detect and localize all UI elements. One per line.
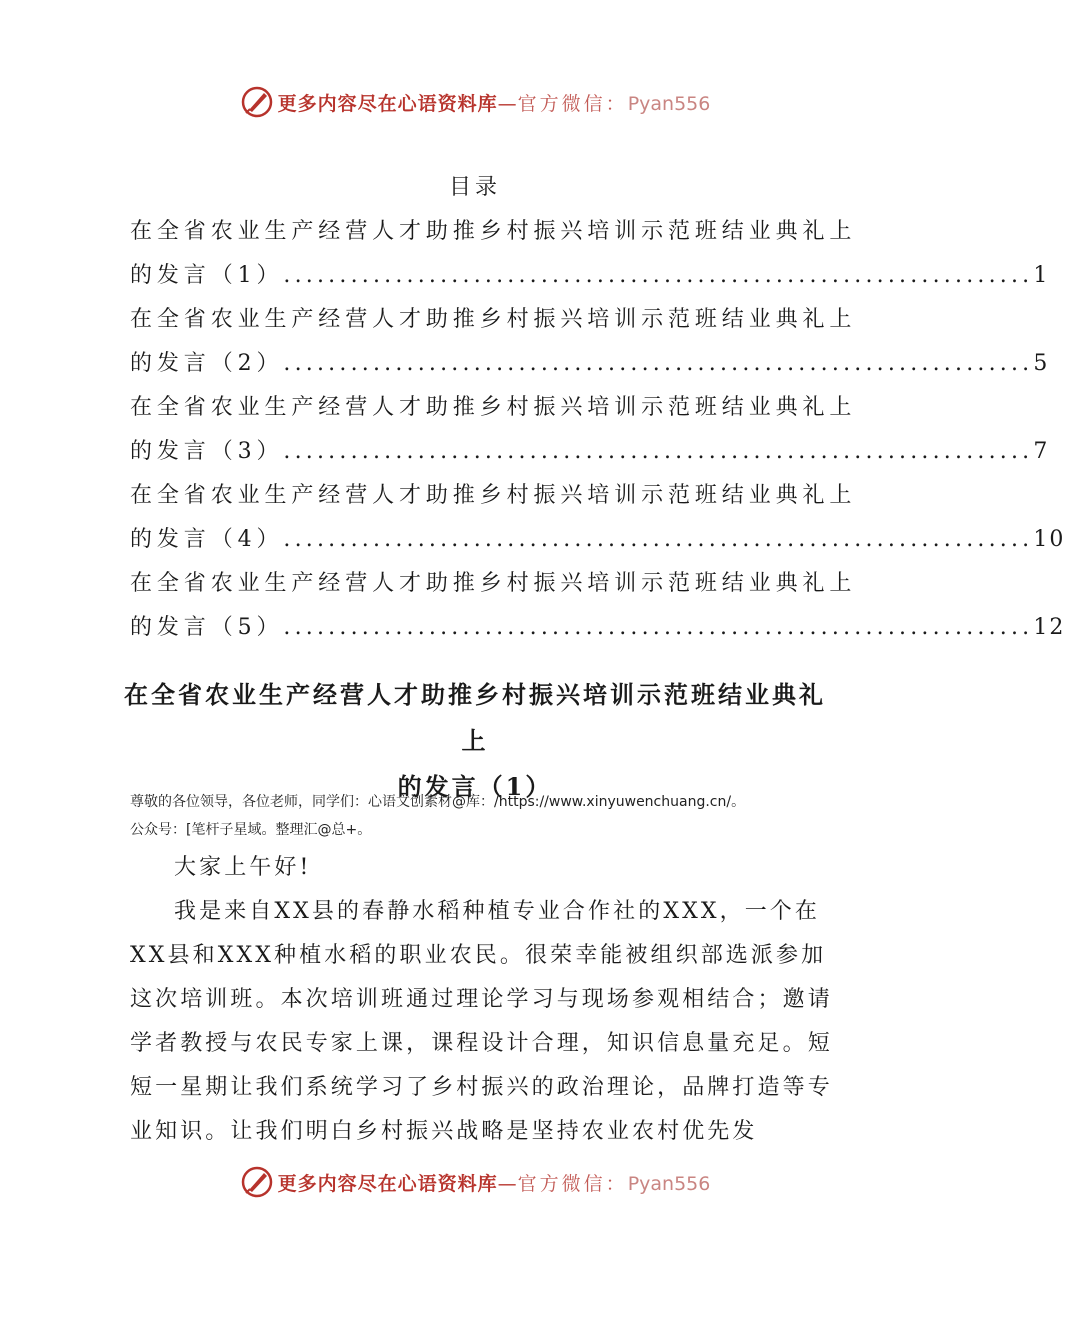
toc-entry-title: 在全省农业生产经营人才助推乡村振兴培训示范班结业典礼上 [130, 571, 857, 596]
greeting-paragraph: 大家上午好! [174, 855, 312, 880]
toc-page-number: 12 [1033, 615, 1065, 640]
toc-entry-title-cont: 的发言（4） [130, 527, 284, 552]
toc-entry-title-cont: 的发言（5） [130, 615, 284, 640]
source-note-line2: 公众号：[笔杆子星域。整理汇@总+。 [130, 822, 372, 838]
toc-entry-title: 在全省农业生产经营人才助推乡村振兴培训示范班结业典礼上 [130, 307, 857, 332]
article-heading-line2: 的发言（1） [397, 772, 553, 801]
toc-leader-dots: ................................................................... [283, 615, 1034, 640]
toc-page-number: 7 [1033, 439, 1050, 464]
toc-entry[interactable] [130, 562, 1065, 650]
toc-page-number: 5 [1033, 351, 1050, 376]
banner-text: 更多内容尽在心语资料库—官方微信：Pyan556 [277, 1172, 711, 1195]
source-note-line1: 尊敬的各位领导，各位老师，同学们：心语文创素材@库：/https://www.xinyuwenchuang.cn/。 [130, 794, 746, 810]
table-of-contents [130, 210, 1065, 650]
body-paragraph: 我是来自XX县的春静水稻种植专业合作社的XXX，一个在XX县和XXX种植水稻的职业农民。很荣幸能被组织部选派参加这次培训班。本次培训班通过理论学习与现场参观相结合；邀请学者教授与农民专家上课，课程设计合理，知识信息量充足。短短一星期让我们系统学习了乡村振兴的政治理论，品牌打造等专业知识。让我们明白乡村振兴战略是坚持农业农村优先发 [130, 899, 833, 1144]
toc-entry-title-cont: 的发言（3） [130, 439, 284, 464]
article-heading-line1: 在全省农业生产经营人才助推乡村振兴培训示范班结业典礼上 [124, 680, 826, 755]
toc-leader-dots: ................................................................... [283, 351, 1034, 376]
banner-text: 更多内容尽在心语资料库—官方微信：Pyan556 [277, 92, 711, 115]
toc-page-number: 1 [1033, 263, 1050, 288]
toc-page-number: 10 [1033, 527, 1065, 552]
toc-entry[interactable] [130, 298, 1050, 386]
toc-entry[interactable] [130, 474, 1065, 562]
toc-entry-title-cont: 的发言（2） [130, 351, 284, 376]
toc-title: 目录 [448, 175, 501, 200]
toc-entry-title: 在全省农业生产经营人才助推乡村振兴培训示范班结业典礼上 [130, 395, 857, 420]
toc-entry[interactable] [130, 386, 1050, 474]
header-banner [0, 82, 950, 122]
toc-leader-dots: ................................................................... [283, 439, 1034, 464]
toc-entry-title: 在全省农业生产经营人才助推乡村振兴培训示范班结业典礼上 [130, 483, 857, 508]
source-note [130, 788, 840, 844]
toc-entry[interactable] [130, 210, 1050, 298]
toc-entry-title-cont: 的发言（1） [130, 263, 284, 288]
toc-entry-title: 在全省农业生产经营人才助推乡村振兴培训示范班结业典礼上 [130, 219, 857, 244]
toc-leader-dots: ................................................................... [283, 263, 1034, 288]
article-body [130, 846, 835, 1154]
quill-pen-logo-icon [240, 85, 274, 119]
toc-leader-dots: ................................................................... [283, 527, 1034, 552]
quill-pen-logo-icon [240, 1165, 274, 1199]
footer-banner [0, 1162, 950, 1202]
